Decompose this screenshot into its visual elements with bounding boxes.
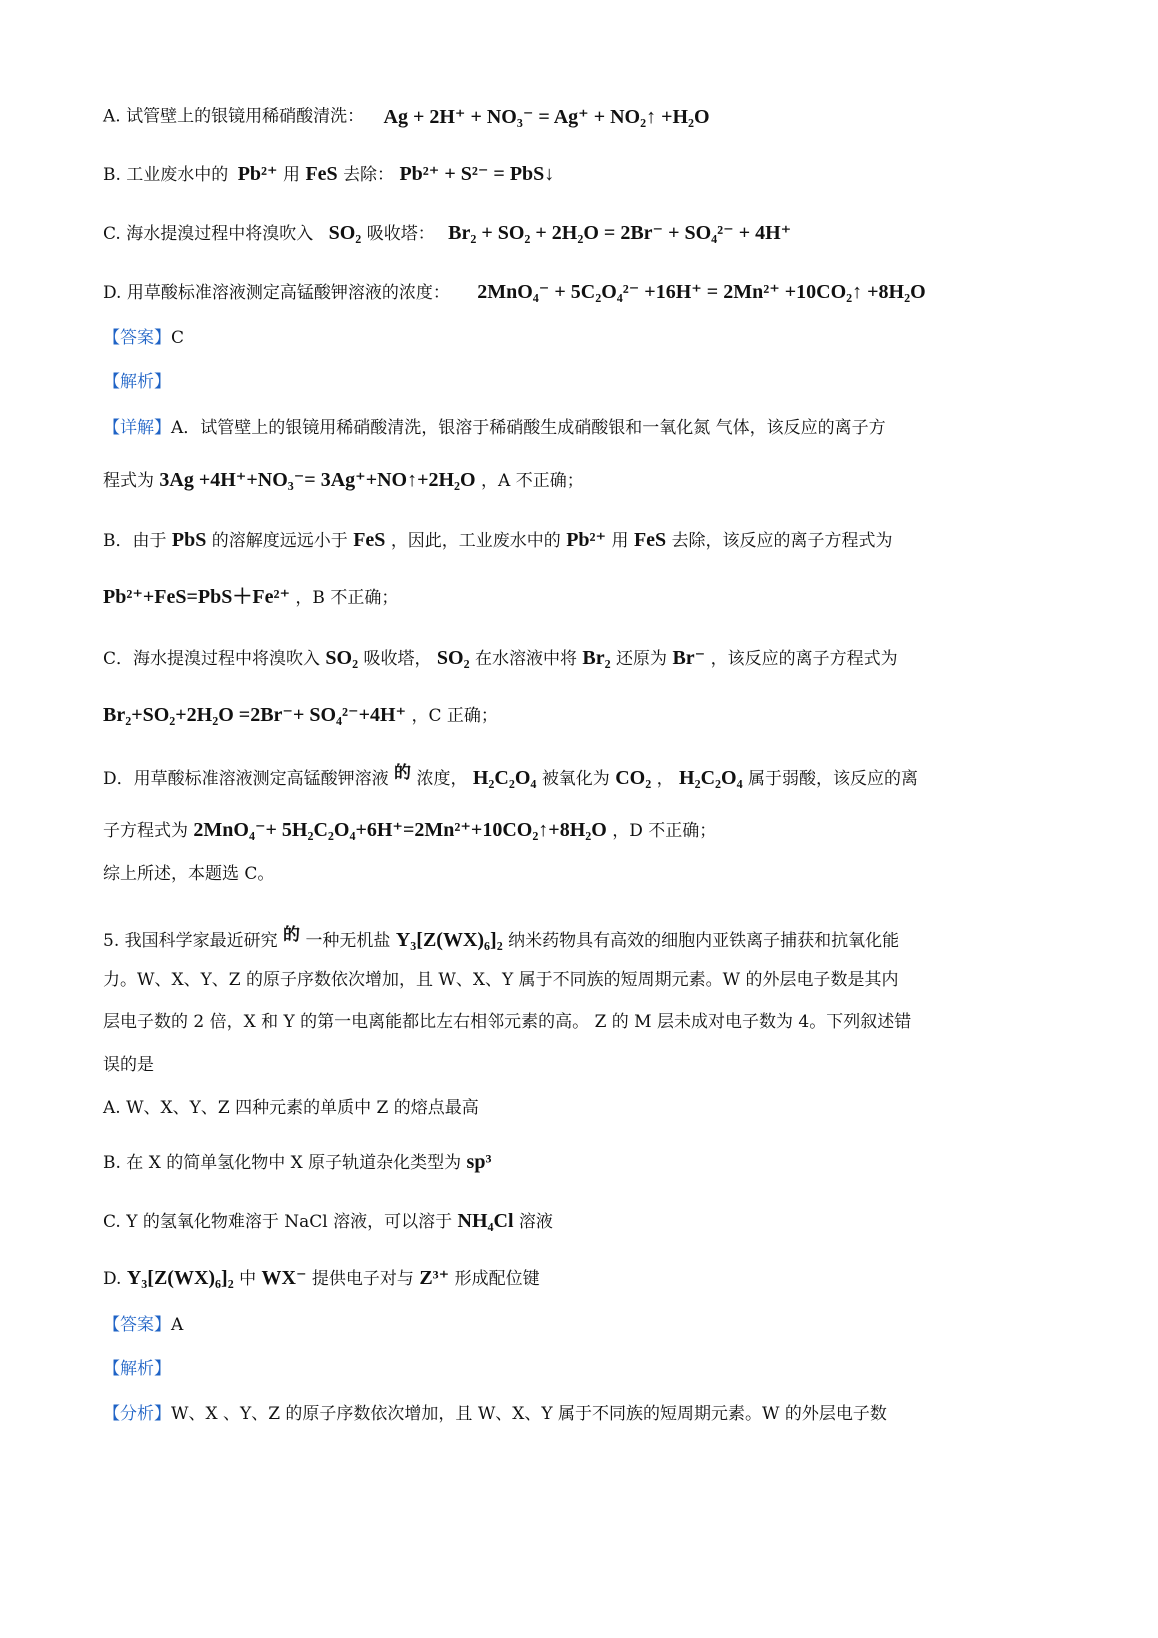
formula: FeS xyxy=(305,163,338,185)
text: ，该反应的离子方程式为 xyxy=(710,649,898,669)
text: C．海水提溴过程中将溴吹入 xyxy=(103,649,321,669)
equation: Ag + 2H⁺ + NO₃⁻ = Ag⁺ + NO₂↑ +H₂O xyxy=(383,106,710,128)
equation: 3Ag +4H⁺+NO₃⁻= 3Ag⁺+NO↑+2H₂O xyxy=(159,469,476,491)
text: ，C 正确； xyxy=(411,706,498,726)
text: 子方程式为 xyxy=(103,821,188,841)
detail-line-b2 xyxy=(103,587,398,607)
text: B．由于 xyxy=(103,531,167,551)
text: 溶液 xyxy=(518,1212,553,1232)
text: 形成配位键 xyxy=(454,1269,540,1289)
formula: NH₄Cl xyxy=(457,1210,514,1232)
option-label: D. 用草酸标准溶液测定高锰酸钾溶液的浓度： xyxy=(103,283,450,303)
q5-stem-line3: 层电子数的 2 倍，X 和 Y 的第一电离能都比左右相邻元素的高。 Z 的 M 层未成对电子数为 4。下列叙述错 xyxy=(103,1012,912,1032)
option-label: C. 海水提溴过程中将溴吹入 xyxy=(103,224,314,244)
q5-option-c xyxy=(103,1211,553,1231)
text: 中 xyxy=(239,1269,257,1289)
formula: SO₂ xyxy=(325,647,359,669)
q5-stem-line2: 力。W、X、Y、Z 的原子序数依次增加，且 W、X、Y 属于不同族的短周期元素。W 的外层电子数是其内 xyxy=(103,970,899,990)
formula: H₂C₂O₄ xyxy=(472,767,537,789)
answer-value: A xyxy=(171,1315,184,1335)
option-label: C. Y 的氢氧化物难溶于 NaCl 溶液，可以溶于 xyxy=(103,1212,453,1232)
text: 的溶解度远远小于 xyxy=(211,531,348,551)
text: 的 xyxy=(283,925,301,945)
q5-option-a: A. W、X、Y、Z 四种元素的单质中 Z 的熔点最高 xyxy=(103,1098,479,1118)
formula: Br⁻ xyxy=(672,647,706,669)
formula: Pb²⁺ xyxy=(566,529,607,551)
text: 属于弱酸，该反应的离 xyxy=(747,769,918,789)
q4-option-a xyxy=(103,107,710,127)
text: 程式为 xyxy=(103,471,154,491)
text: 提供电子对与 xyxy=(311,1269,414,1289)
text: 用 xyxy=(611,531,629,551)
text: ，B 不正确； xyxy=(295,588,399,608)
text: ，A 不正确； xyxy=(481,471,584,491)
q5-option-b xyxy=(103,1152,491,1172)
formula: Z³⁺ xyxy=(419,1267,450,1289)
equation: 2MnO₄⁻+ 5H₂C₂O₄+6H⁺=2Mn²⁺+10CO₂↑+8H₂O xyxy=(193,819,607,841)
answer-tag: 【答案】 xyxy=(103,1315,171,1335)
detail-line-a2 xyxy=(103,470,584,490)
formula: WX⁻ xyxy=(261,1267,307,1289)
text: 还原为 xyxy=(616,649,668,669)
fenxi-tag: 【分析】 xyxy=(103,1404,171,1424)
option-label: B. 工业废水中的 xyxy=(103,165,229,185)
text: 去除： xyxy=(343,165,395,185)
text: 吸收塔， xyxy=(363,649,432,669)
formula: Y₃[Z(WX)₆]₂ xyxy=(395,929,503,951)
q5-answer xyxy=(103,1317,183,1334)
detail-line-b1 xyxy=(103,530,893,550)
text: 纳米药物具有高效的细胞内亚铁离子捕获和抗氧化能 xyxy=(508,931,900,951)
q4-answer xyxy=(103,330,184,347)
text: 用 xyxy=(283,165,301,185)
formula: SO₂ xyxy=(436,647,470,669)
equation: 2MnO₄⁻ + 5C₂O₄²⁻ +16H⁺ = 2Mn²⁺ +10CO₂↑ +8H₂O xyxy=(477,281,926,303)
formula: FeS xyxy=(633,529,667,551)
q4-option-d xyxy=(103,282,926,302)
detail-line-d2 xyxy=(103,820,716,840)
answer-tag: 【答案】 xyxy=(103,328,171,348)
text: A．试管壁上的银镜用稀硝酸清洗，银溶于稀硝酸生成硝酸银和一氧化氮 气体，该反应的离子方 xyxy=(171,418,886,438)
text: 一种无机盐 xyxy=(305,931,391,951)
detail-line-c1 xyxy=(103,648,898,668)
text: 被氧化为 xyxy=(541,769,610,789)
text: 浓度， xyxy=(416,769,468,789)
formula: Pb²⁺ xyxy=(237,163,278,185)
option-label: A. 试管壁上的银镜用稀硝酸清洗： xyxy=(103,106,365,127)
formula: PbS xyxy=(171,529,207,551)
q5-stem-line4: 误的是 xyxy=(103,1055,154,1075)
text: 在水溶液中将 xyxy=(475,649,578,669)
detail-summary: 综上所述，本题选 C。 xyxy=(103,864,275,884)
formula: Br₂ xyxy=(582,647,611,669)
q4-option-b xyxy=(103,164,554,184)
q5-option-d xyxy=(103,1268,540,1288)
equation: Br₂+SO₂+2H₂O =2Br⁻+ SO₄²⁻+4H⁺ xyxy=(103,704,407,726)
text: ， xyxy=(656,769,674,789)
equation: Br₂ + SO₂ + 2H₂O = 2Br⁻ + SO₄²⁻ + 4H⁺ xyxy=(448,222,792,244)
text: 的 xyxy=(394,763,412,783)
option-label: B. 在 X 的简单氢化物中 X 原子轨道杂化类型为 xyxy=(103,1153,462,1173)
detail-line-c2 xyxy=(103,705,498,725)
text: 吸收塔： xyxy=(366,224,435,244)
equation: Pb²⁺+FeS=PbS＋Fe²⁺ xyxy=(103,586,291,608)
q4-analysis-tag: 【解析】 xyxy=(103,372,171,392)
formula: SO₂ xyxy=(328,222,362,244)
formula: FeS xyxy=(353,529,386,551)
detail-line-a1 xyxy=(103,420,886,437)
text: ，D 不正确； xyxy=(612,821,717,841)
equation: Pb²⁺ + S²⁻ = PbS↓ xyxy=(399,163,555,185)
detail-tag: 【详解】 xyxy=(103,418,171,438)
q5-fenxi xyxy=(103,1406,887,1423)
answer-value: C xyxy=(171,328,185,348)
text: ，因此，工业废水中的 xyxy=(390,531,561,551)
text: 5. 我国科学家最近研究 xyxy=(103,931,278,951)
option-label: D. xyxy=(103,1269,122,1289)
text: 去除，该反应的离子方程式为 xyxy=(671,531,893,551)
q4-option-c xyxy=(103,223,791,243)
formula: H₂C₂O₄ xyxy=(679,767,743,789)
q5-stem-line1 xyxy=(103,925,900,951)
formula: Y₃[Z(WX)₆]₂ xyxy=(126,1267,234,1289)
q5-analysis-tag: 【解析】 xyxy=(103,1359,171,1379)
text: D．用草酸标准溶液测定高锰酸钾溶液 xyxy=(103,769,389,789)
formula: CO₂ xyxy=(615,767,652,789)
formula: sp³ xyxy=(466,1151,492,1173)
text: W、X 、Y、Z 的原子序数依次增加，且 W、X、Y 属于不同族的短周期元素。W 的外层电子数 xyxy=(171,1404,887,1424)
detail-line-d1 xyxy=(103,763,918,789)
